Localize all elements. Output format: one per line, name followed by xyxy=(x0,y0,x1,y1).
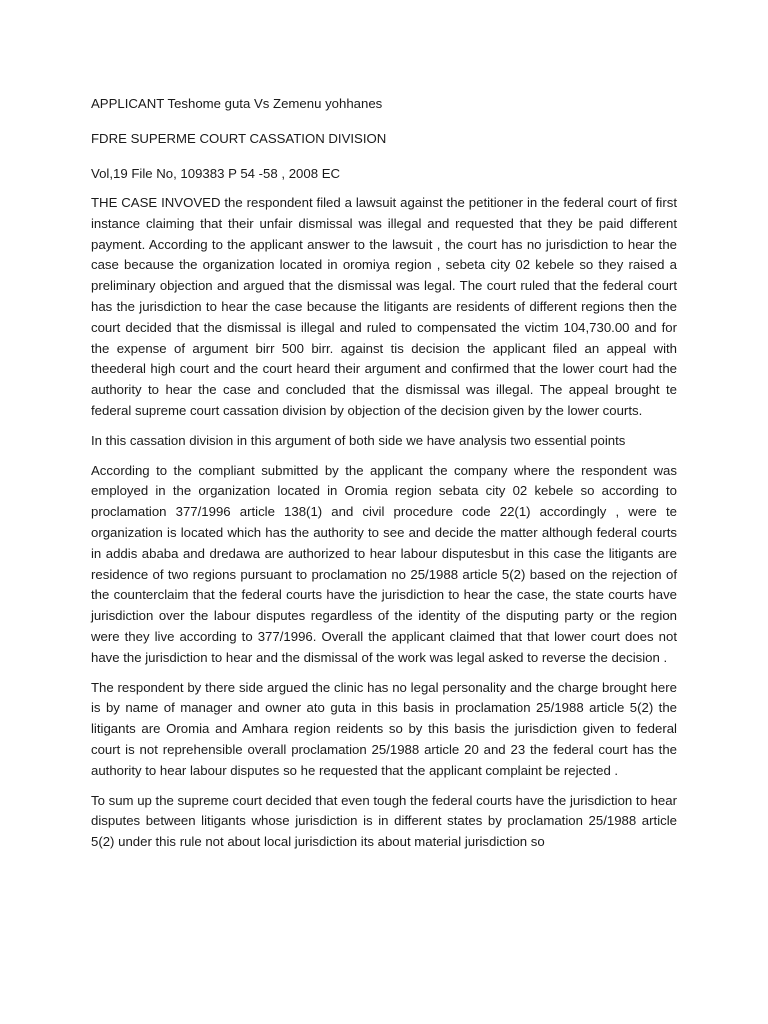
paragraph-applicant-complaint: According to the compliant submitted by the applicant the company where the respondent was employed in the organization located in Oromia region sebata city 02 kebele so according to proclamation 377/1996 article 138(1) and civil procedure code 22(1) accordingly , were te organization is located which has the authority to see and decide the matter although federal courts in addis ababa and dredawa are authorized to hear labour disputesbut in this case the litigants are residence of two regions pursuant to proclamation no 25/1988 article 5(2) based on the rejection of the counterclaim that the federal courts have the jurisdiction to hear the case, the state courts have jurisdiction over the labour disputes regardless of the identity of the disputing party or the region were they live according to 377/1996. Overall the applicant claimed that that lower court does not have the jurisdiction to hear and the dismissal of the work was legal asked to reverse the decision . xyxy=(91,462,677,665)
document-page xyxy=(91,94,677,862)
case-citation: Vol,19 File No, 109383 P 54 -58 , 2008 EC xyxy=(91,166,341,181)
court-name: FDRE SUPERME COURT CASSATION DIVISION xyxy=(91,131,387,146)
paragraph-analysis-points: In this cassation division in this argument of both side we have analysis two essential points xyxy=(91,432,626,448)
paragraph-respondent-argument: The respondent by there side argued the clinic has no legal personality and the charge brought here is by name of manager and owner ato guta in this basis in proclamation 25/1988 article 5(2) the litigants are Oromia and Amhara region reidents so by this basis the jurisdiction given to federal court is not reprehensible overall proclamation 25/1988 article 20 and 23 the federal court has the authority to hear labour disputes so he requested that the applicant complaint be rejected . xyxy=(91,679,677,778)
paragraph-case-involved: THE CASE INVOVED the respondent filed a lawsuit against the petitioner in the federal court of first instance claiming that their unfair dismissal was illegal and requested that they be paid different payment. According to the applicant answer to the lawsuit , the court has no jurisdiction to hear the case because the organization located in oromiya region , sebeta city 02 kebele so they raised a preliminary objection and argued that the dismissal was legal. The court ruled that the federal court has the jurisdiction to hear the case because the litigants are residents of different regions then the court decided that the dismissal is illegal and ruled to compensated the victim 104,730.00 and for the expense of argument birr 500 birr. against tis decision the applicant filed an appeal with theederal high court and the court heard their argument and confirmed that the lower court had the authority to hear the case and concluded that the dismissal was illegal. The appeal brought te federal supreme court cassation division by objection of the decision given by the lower courts. xyxy=(91,195,677,418)
case-title: APPLICANT Teshome guta Vs Zemenu yohhanes xyxy=(91,96,383,111)
paragraph-conclusion: To sum up the supreme court decided that even tough the federal courts have the jurisdiction to hear disputes between litigants whose jurisdiction is in different states by proclamation 25/1988 article 5(2) under this rule not about local jurisdiction its about material jurisdiction so xyxy=(91,792,677,850)
